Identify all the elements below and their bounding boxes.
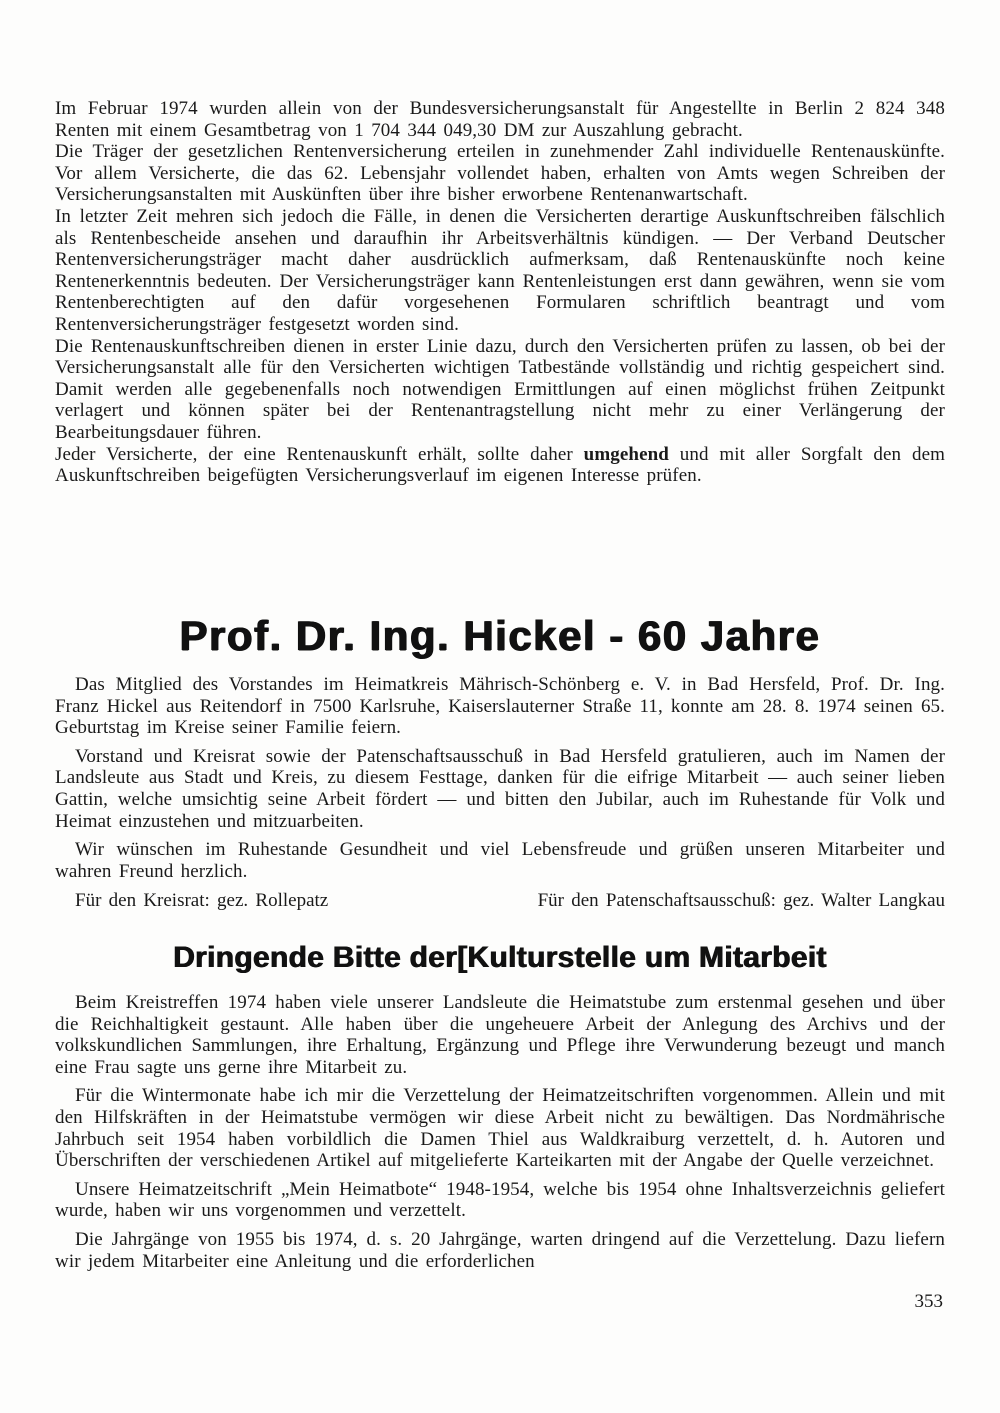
paragraph-mein-heimatbote: Unsere Heimatzeitschrift „Mein Heimatbote“ 1948-1954, welche bis 1954 ohne Inhaltsverzeichnis geliefert wurde, haben wir uns vorgenommen und verzettelt. <box>55 1178 945 1222</box>
section-hickel <box>55 674 945 914</box>
paragraph-text-before: Jeder Versicherte, der eine Rentenauskunft erhält, sollte daher <box>55 443 584 465</box>
article-heading-hickel-60-jahre: Prof. Dr. Ing. Hickel - 60 Jahre <box>179 612 821 659</box>
paragraph-faelle-auskunftschreiben: In letzter Zeit mehren sich jedoch die Fälle, in denen die Versicherten derartige Auskunftschreiben fälschlich als Rentenbescheide ansehen und daraufhin ihr Arbeitsverhältnis kündigen. — Der Verband Deutscher Rentenversicherungsträger macht daher ausdrücklich aufmerksam, daß Rentenauskünfte noch keine Rentenerkenntnis bedeuten. Der Versicherungsträger kann Rentenleistungen erst dann gewähren, wenn sie vom Rentenberechtigten auf den dafür vorgesehenen Formularen schriftlich beantragt und vom Rentenversicherungsträger festgesetzt worden sind. <box>55 205 945 335</box>
paragraph-renten-auszahlung: Im Februar 1974 wurden allein von der Bundesversicherungsanstalt für Angestellte in Berlin 2 824 348 Renten mit einem Gesamtbetrag von 1 704 344 049,30 DM zur Auszahlung gebracht. <box>55 98 945 141</box>
page-number: 353 <box>914 1291 943 1312</box>
signature-kreisrat: Für den Kreisrat: gez. Rollepatz <box>75 890 329 912</box>
section-kulturstelle <box>55 992 945 1272</box>
paragraph-hickel-gratulation: Vorstand und Kreisrat sowie der Patenschaftsausschuß in Bad Hersfeld gratulieren, auch im Namen der Landsleute aus Stadt und Kreis, zu diesem Festtage, danken für die eifrige Mitarbeit — auch seiner lieben Gattin, welche umsichtig seine Arbeit fördert — und bitten den Jubilar, auch im Ruhestande für Volk und Heimat einzustehen und mitzuarbeiten. <box>55 745 945 832</box>
article-heading-kulturstelle: Dringende Bitte der[Kulturstelle um Mitarbeit <box>173 941 827 974</box>
paragraph-verzettelung-wintermonate: Für die Wintermonate habe ich mir die Verzettelung der Heimatzeitschriften vorgenommen. Allein und mit den Hilfskräften in der Heimatstube vermögen wir diese Arbeit nicht zu bewältigen. Das Nordmährische Jahrbuch seit 1954 haben vorbildlich die Damen Thiel aus Waldkraiburg verzettelt, d. h. Autoren und Überschriften der verschiedenen Artikel auf mitgelieferte Karteikarten mit der Angabe der Quelle verzeichnet. <box>55 1085 945 1172</box>
paragraph-umgehend-pruefen <box>55 444 945 487</box>
paragraph-hickel-geburtstag: Das Mitglied des Vorstandes im Heimatkreis Mährisch-Schönberg e. V. in Bad Hersfeld, Prof. Dr. Ing. Franz Hickel aus Reitendorf in 7500 Karlsruhe, Kaiserslauterner Straße 11, konnte am 28. 8. 1974 seinen 65. Geburtstag im Kreise seiner Familie feiern. <box>55 674 945 739</box>
paragraph-pruefung-tatbestaende: Die Rentenauskunftschreiben dienen in erster Linie dazu, durch den Versicherten prüfen zu lassen, ob bei der Versicherungsanstalt alle für den Versicherten wichtigen Tatbestände vollständig und richtig gespeichert sind. Damit werden alle gegebenenfalls noch notwendigen Ermittlungen auf einen möglichst frühen Zeitpunkt verlagert und können später bei der Rentenantragstellung nicht mehr zu einer Verlängerung der Bearbeitungsdauer führen. <box>55 335 945 443</box>
signature-patenschaftsausschuss: Für den Patenschaftsausschuß: gez. Walter Langkau <box>537 890 945 912</box>
paragraph-kreistreffen-heimatstube: Beim Kreistreffen 1974 haben viele unserer Landsleute die Heimatstube zum erstenmal gesehen und über die Reichhaltigkeit gestaunt. Alle haben über die ungeheuere Arbeit der Anlegung des Archivs und der volkskundlichen Sammlungen, ihre Erhaltung, Ergänzung und Pflege ihre Verwunderung bezeugt und manch eine Frau sagte uns gerne ihre Mitarbeit zu. <box>55 992 945 1078</box>
section-rentenversicherung <box>55 98 945 595</box>
emphasized-word: umgehend <box>583 443 669 465</box>
paragraph-text-after: und mit aller Sorgfalt den dem Auskunftschreiben beigefügten Versicherungsverlauf im eigenen Interesse prüfen. <box>55 443 945 487</box>
paragraph-hickel-wuensche: Wir wünschen im Ruhestande Gesundheit und viel Lebensfreude und grüßen unseren Mitarbeiter und wahren Freund herzlich. <box>55 839 945 882</box>
paragraph-rentenauskuenfte: Die Träger der gesetzlichen Rentenversicherung erteilen in zunehmender Zahl individuelle Rentenauskünfte. Vor allem Versicherte, die das 62. Lebensjahr vollendet haben, erhalten von Amts wegen Schreiben der Versicherungsanstalten mit Auskünften über ihre bisher erworbene Rentenanwartschaft. <box>55 141 945 206</box>
paragraph-jahrgaenge-1955-1974: Die Jahrgänge von 1955 bis 1974, d. s. 20 Jahrgänge, warten dringend auf die Verzettelung. Dazu liefern wir jedem Mitarbeiter eine Anleitung und die erforderlichen <box>55 1228 945 1272</box>
signature-row <box>55 890 945 912</box>
